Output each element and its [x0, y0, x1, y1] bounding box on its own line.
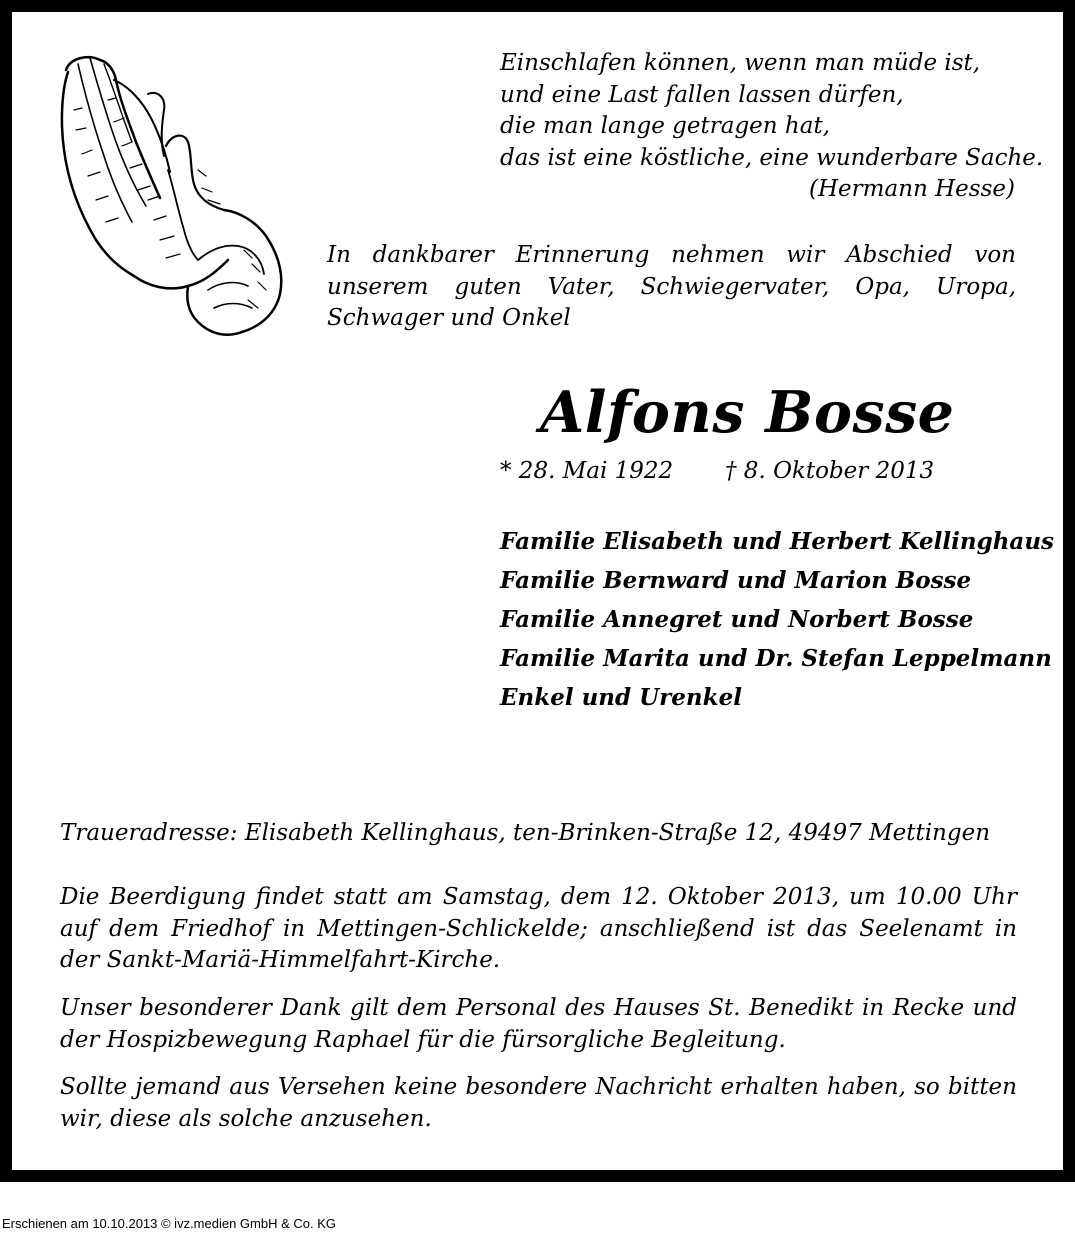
birth-date: * 28. Mai 1922 [500, 458, 674, 484]
praying-hands-icon [48, 50, 290, 345]
family-member: Familie Elisabeth und Herbert Kellinghaus [500, 528, 1054, 555]
family-member: Familie Annegret und Norbert Bosse [500, 606, 974, 633]
deceased-name: Alfons Bosse [540, 379, 955, 446]
funeral-info: Die Beerdigung findet statt am Samstag, dem 12. Oktober 2013, um 10.00 Uhr auf dem Friedhof in Mettingen-Schlickelde; anschließend ist das Seelenamt in der Sankt-Mariä-Himmelfahrt-Kirche. [60, 884, 1017, 973]
publication-footer: Erschienen am 10.10.2013 © ivz.medien GmbH & Co. KG [2, 1216, 337, 1231]
poem-author: (Hermann Hesse) [809, 176, 1015, 202]
poem-line: Einschlafen können, wenn man müde ist, [500, 50, 981, 76]
death-date: † 8. Oktober 2013 [725, 458, 935, 484]
family-list [500, 522, 1054, 717]
family-member: Familie Bernward und Marion Bosse [500, 567, 972, 594]
intro-text: In dankbarer Erinnerung nehmen wir Abschied von unserem guten Vater, Schwiegervater, Opa, Uropa, Schwager und Onkel [327, 242, 1016, 331]
thanks-text: Unser besonderer Dank gilt dem Personal des Hauses St. Benedikt in Recke und der Hospizbewegung Raphael für die fürsorgliche Begleitung. [60, 995, 1017, 1053]
poem-line: das ist eine köstliche, eine wunderbare Sache. [500, 144, 1044, 171]
poem-line: und eine Last fallen lassen dürfen, [500, 81, 904, 108]
notice-text: Sollte jemand aus Versehen keine besondere Nachricht erhalten haben, so bitten wir, diese als solche anzusehen. [60, 1074, 1017, 1132]
poem [500, 48, 1044, 206]
poem-line: die man lange getragen hat, [500, 113, 830, 139]
family-member: Enkel und Urenkel [500, 684, 742, 711]
mourning-address: Traueradresse: Elisabeth Kellinghaus, ten-Brinken-Straße 12, 49497 Mettingen [60, 820, 991, 846]
family-member: Familie Marita und Dr. Stefan Leppelmann [500, 645, 1052, 672]
